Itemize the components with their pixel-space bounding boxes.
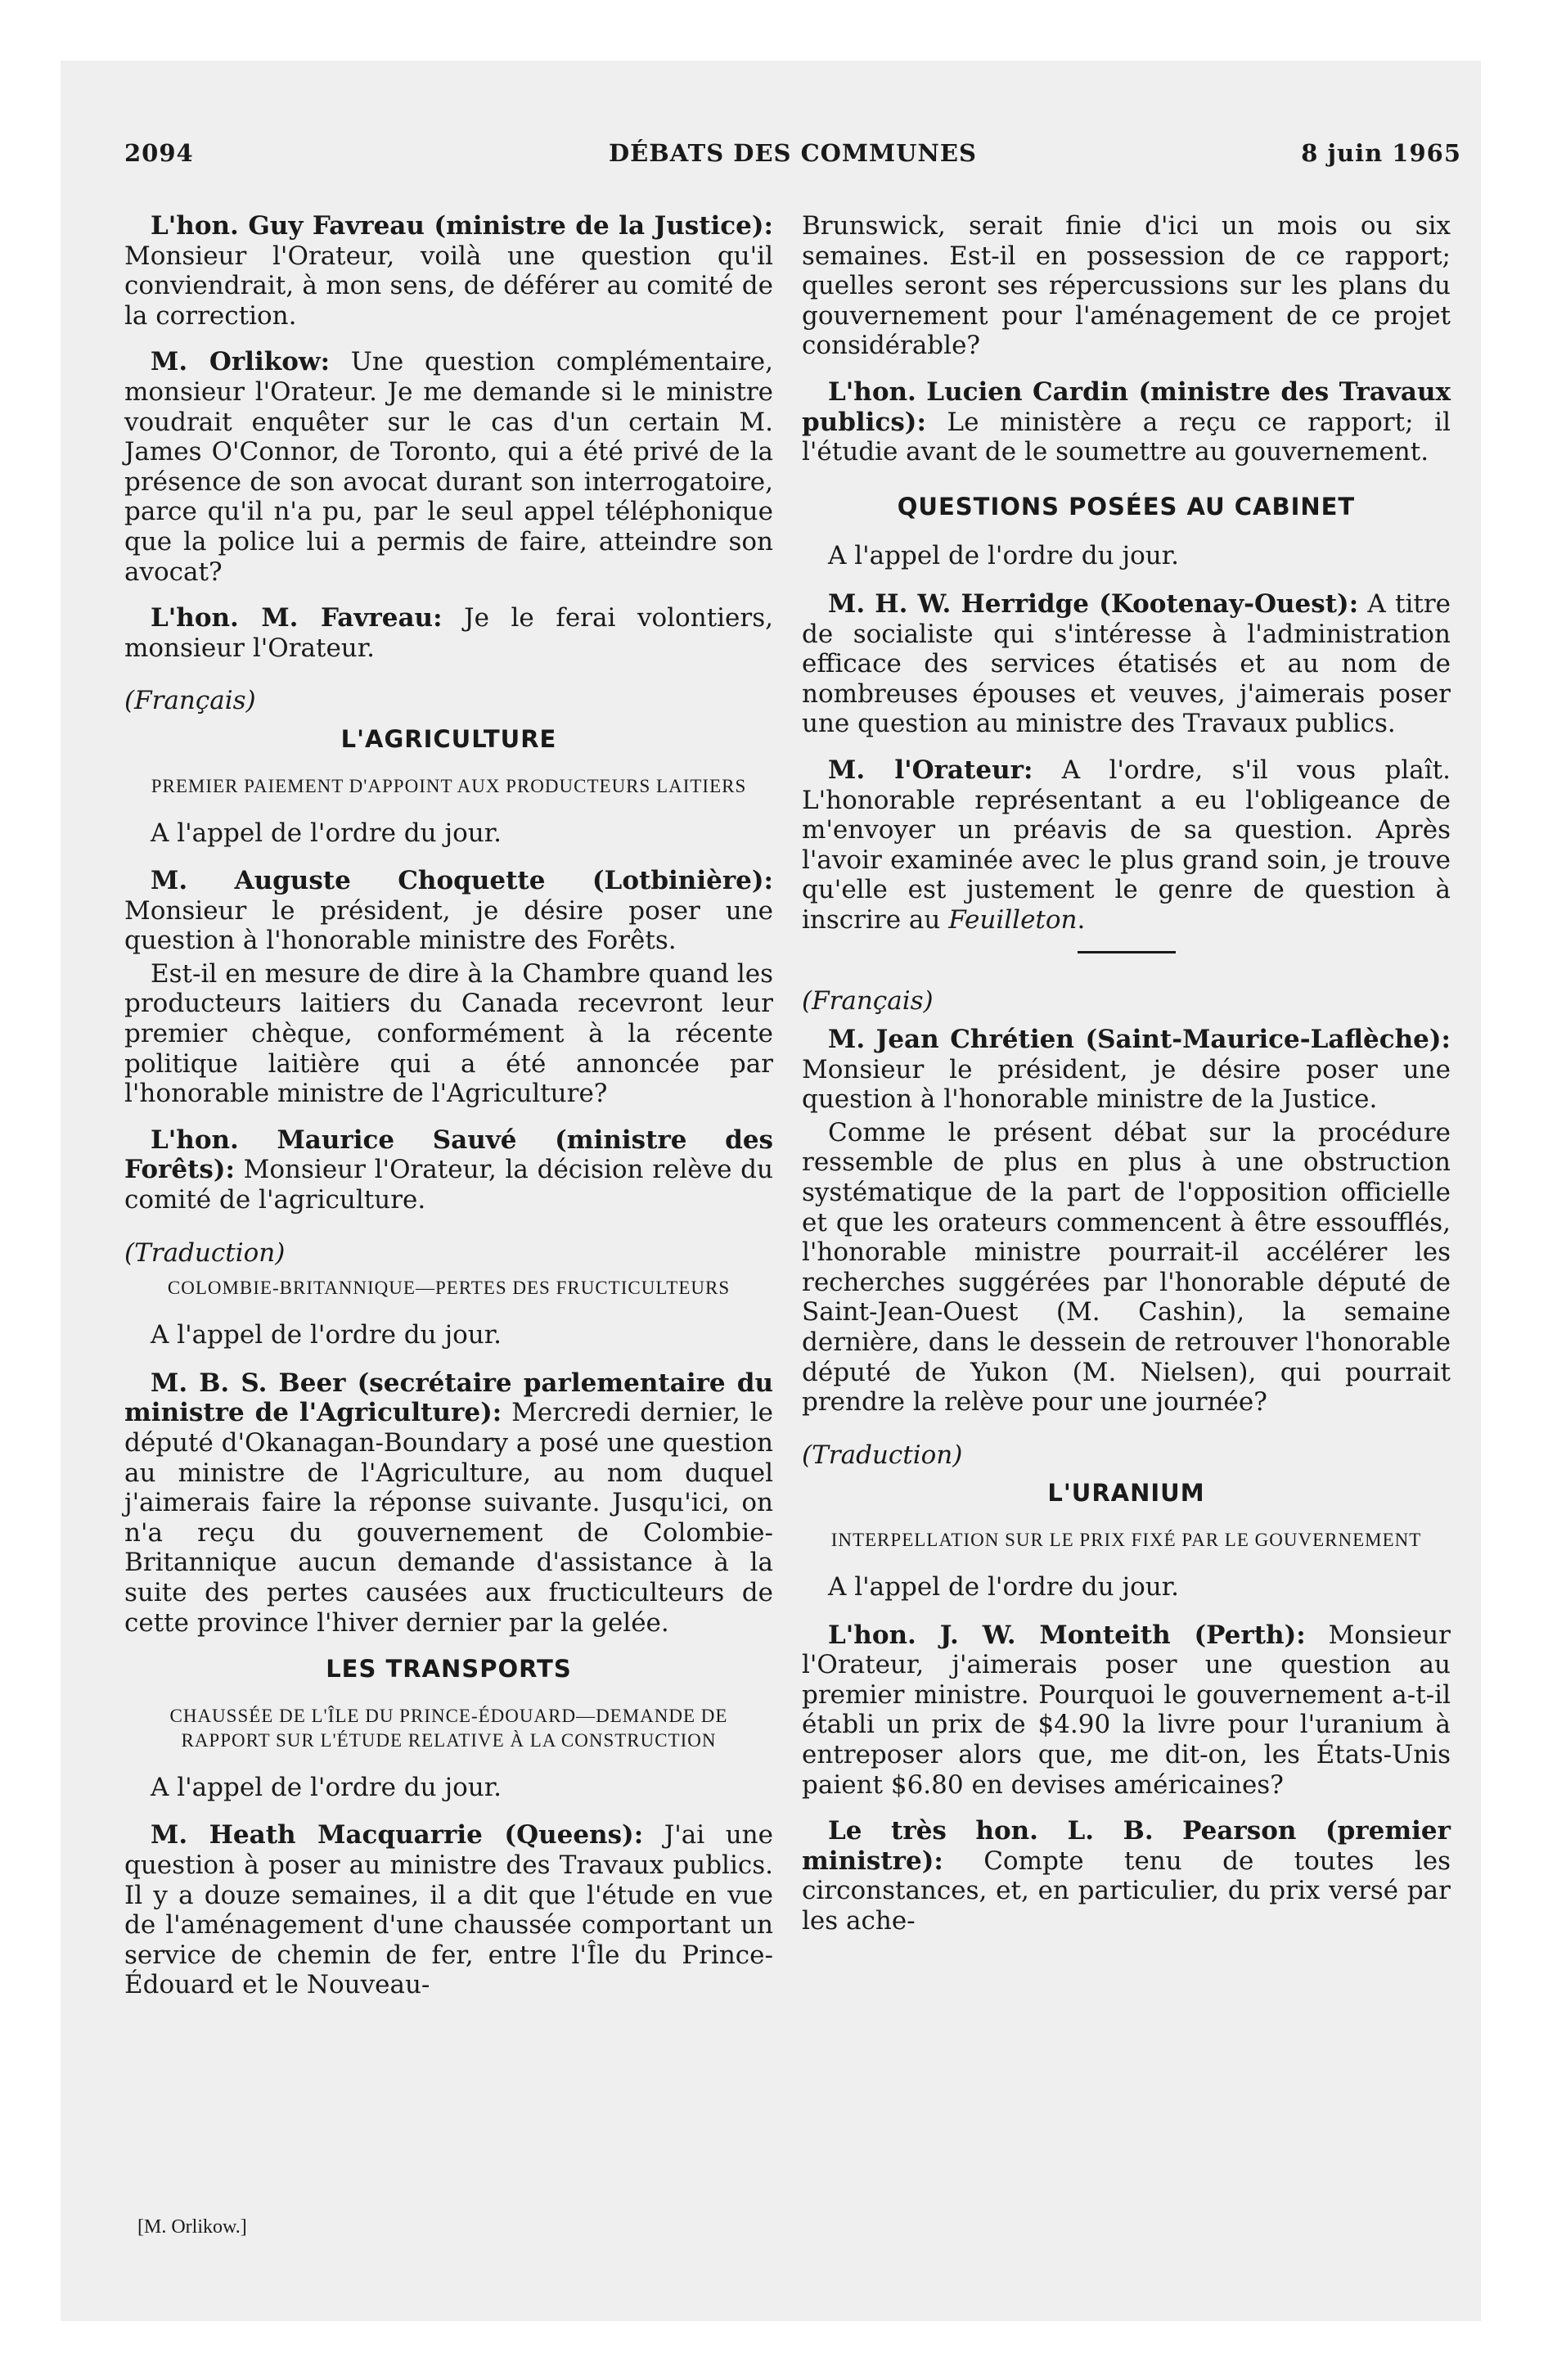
language-note: (Traduction)	[802, 1440, 963, 1470]
speech-text: J'ai une question à poser au ministre des Travaux publics. Il y a douze semaines, il a dit que l'étude en vue de l'aménagement d'une chaussée comportant un service de chemin de fer, entre l'Île du Prince-Édouard et le Nouveau-	[124, 1820, 773, 2000]
language-note: (Français)	[124, 686, 256, 716]
speech-text: Une question complémentaire, monsieur l'Orateur. Je me demande si le ministre voudrait enquêter sur le cas d'un certain M. James O'Connor, de Toronto, qui a été privé de la présence de son avocat durant son interrogatoire, parce qu'il n'a pu, par le seul appel téléphonique que la police lui a permis de faire, atteindre son avocat?	[124, 347, 773, 587]
paragraph	[802, 377, 1451, 467]
paragraph	[802, 589, 1451, 739]
page-header	[124, 139, 1461, 180]
speech-text: A l'ordre, s'il vous plaît. L'honorable représentant a eu l'obligeance de m'envoyer un préavis de sa question. Après l'avoir examinée avec le plus grand soin, je trouve qu'elle est justement le genre de question à inscrire au	[802, 755, 1451, 935]
speaker: L'hon. Lucien Cardin (ministre des Travaux publics):	[802, 376, 1451, 437]
speaker: L'hon. M. Favreau:	[151, 603, 443, 633]
paragraph: Brunswick, serait finie d'ici un mois ou six semaines. Est-il en possession de ce rapport; quelles seront ses répercussions sur les plans du gouvernement pour l'aménagement de ce projet considérable?	[802, 211, 1451, 361]
speech-text: Monsieur l'Orateur, voilà une question qu'il conviendrait, à mon sens, de déférer au comité de la correction.	[124, 241, 773, 331]
speaker-footer-reference: [M. Orlikow.]	[137, 2216, 247, 2238]
speaker: M. Jean Chrétien (Saint-Maurice-Laflèche):	[828, 1025, 1451, 1055]
paragraph	[124, 1368, 773, 1638]
publication-title: DÉBATS DES COMMUNES	[609, 139, 977, 167]
order-of-day: A l'appel de l'ordre du jour.	[151, 818, 502, 848]
speaker: M. B. S. Beer (secrétaire parlementaire du ministre de l'Agriculture):	[124, 1368, 773, 1428]
paragraph	[802, 755, 1451, 935]
section-heading: L'URANIUM	[1047, 1479, 1205, 1508]
speech-text: Monsieur le président, je désire poser une question à l'honorable ministre de la Justice.	[802, 1054, 1451, 1115]
speaker: L'hon. J. W. Monteith (Perth):	[828, 1620, 1306, 1650]
paragraph	[124, 866, 773, 956]
speaker: M. Orlikow:	[151, 347, 331, 377]
paragraph	[124, 347, 773, 587]
speech-text: Monsieur l'Orateur, j'aimerais poser une question au premier ministre. Pourquoi le gouvernement a-t-il établi un prix de $4.90 la livre pour l'uranium à entreposer alors que, me dit-on, les États-Unis paient $6.80 en devises américaines?	[802, 1620, 1451, 1800]
speaker: M. H. W. Herridge (Kootenay-Ouest):	[828, 588, 1359, 619]
speaker: Le très hon. L. B. Pearson (premier ministre):	[802, 1816, 1451, 1876]
order-of-day: A l'appel de l'ordre du jour.	[828, 1571, 1179, 1602]
speaker: L'hon. Guy Favreau (ministre de la Justice):	[151, 211, 773, 241]
order-of-day: A l'appel de l'ordre du jour.	[151, 1320, 502, 1350]
left-column	[124, 211, 773, 2017]
paragraph	[124, 211, 773, 331]
section-subheading: INTERPELLATION SUR LE PRIX FIXÉ PAR LE GOUVERNEMENT	[830, 1529, 1422, 1550]
language-note: (Traduction)	[124, 1237, 286, 1268]
order-of-day: A l'appel de l'ordre du jour.	[151, 1772, 502, 1802]
section-heading: LES TRANSPORTS	[326, 1655, 572, 1684]
language-note: (Français)	[802, 986, 934, 1016]
speaker: M. l'Orateur:	[828, 755, 1033, 785]
speech-text: Monsieur l'Orateur, la décision relève du comité de l'agriculture.	[124, 1155, 773, 1215]
speech-text: Monsieur le président, je désire poser une question à l'honorable ministre des Forêts.	[124, 895, 773, 956]
speech-text: Compte tenu de toutes les circonstances, et, en particulier, du prix versé par les ache-	[802, 1846, 1451, 1936]
issue-date: 8 juin 1965	[1301, 139, 1461, 167]
section-subheading: PREMIER PAIEMENT D'APPOINT AUX PRODUCTEURS LAITIERS	[151, 775, 747, 796]
speech-text: Mercredi dernier, le député d'Okanagan-Boundary a posé une question au ministre de l'Agriculture, au nom duquel j'aimerais faire la réponse suivante. Jusqu'ici, on n'a reçu du gouvernement de Colombie-Britannique aucun demande d'assistance à la suite des pertes causées aux fructiculteurs de cette province l'hiver dernier par la gelée.	[124, 1398, 774, 1638]
paragraph	[802, 1025, 1451, 1115]
paragraph	[124, 603, 773, 663]
paragraph	[802, 1620, 1451, 1801]
speaker: M. Auguste Choquette (Lotbinière):	[151, 866, 773, 896]
paragraph: Est-il en mesure de dire à la Chambre quand les producteurs laitiers du Canada recevront leur premier chèque, conformément à la récente politique laitière qui a été annoncée par l'honorable ministre de l'Agriculture?	[124, 958, 773, 1109]
section-subheading: CHAUSSÉE DE L'ÎLE DU PRINCE-ÉDOUARD—DEMANDE DE RAPPORT SUR L'ÉTUDE RELATIVE À LA CONSTRUCTION	[169, 1705, 728, 1751]
section-divider	[1078, 951, 1176, 953]
paragraph	[802, 1816, 1451, 1936]
speech-text: .	[1077, 904, 1086, 935]
paragraph	[124, 1125, 773, 1215]
section-heading: QUESTIONS POSÉES AU CABINET	[897, 492, 1356, 521]
right-column	[802, 211, 1451, 1953]
speech-text: Le ministère a reçu ce rapport; il l'étudie avant de le soumettre au gouvernement.	[802, 407, 1451, 467]
order-of-day: A l'appel de l'ordre du jour.	[828, 541, 1179, 571]
paragraph: Comme le présent débat sur la procédure ressemble de plus en plus à une obstruction systématique de la part de l'opposition officielle et que les orateurs commencent à être essoufflés, l'honorable ministre pourrait-il accélérer les recherches suggérées par l'honorable député de Saint-Jean-Ouest (M. Cashin), la semaine dernière, dans le dessein de retrouver l'honorable député de Yukon (M. Nielsen), qui pourrait prendre la relève pour une journée?	[802, 1117, 1451, 1418]
speech-text: A titre de socialiste qui s'intéresse à l'administration efficace des services étatisés et au nom de nombreuses épouses et veuves, j'aimerais poser une question au ministre des Travaux publics.	[802, 588, 1451, 739]
speech-text: Je le ferai volontiers, monsieur l'Orateur.	[124, 603, 773, 663]
italic-term: Feuilleton	[948, 904, 1078, 935]
speaker: L'hon. Maurice Sauvé (ministre des Forêts):	[124, 1125, 773, 1185]
page-number: 2094	[124, 139, 194, 167]
section-subheading: COLOMBIE-BRITANNIQUE—PERTES DES FRUCTICULTEURS	[167, 1278, 731, 1299]
section-heading: L'AGRICULTURE	[340, 724, 557, 753]
paragraph	[124, 1820, 773, 2000]
speaker: M. Heath Macquarrie (Queens):	[151, 1820, 644, 1850]
